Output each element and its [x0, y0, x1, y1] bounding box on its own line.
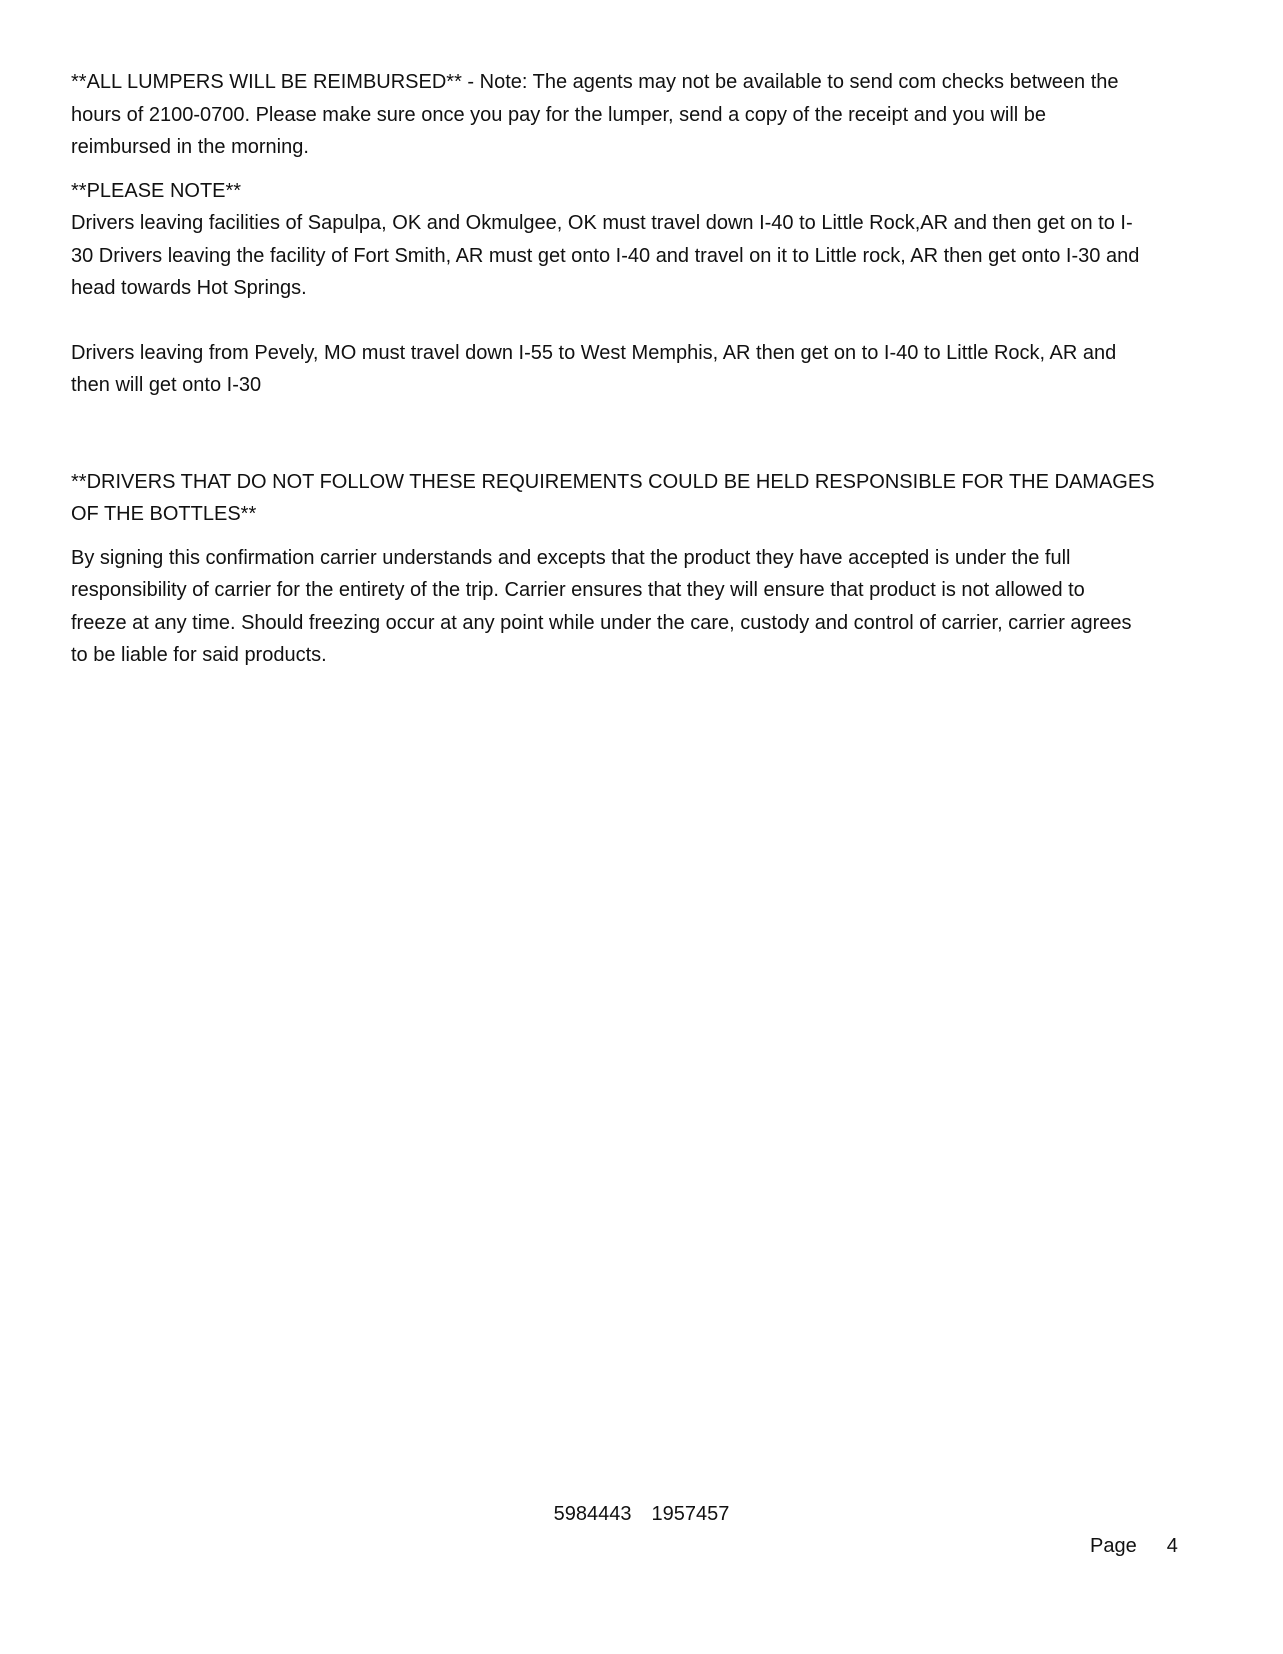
route-instructions-pevely: Drivers leaving from Pevely, MO must travel down I-55 to West Memphis, AR then get on to I-40 to Little Rock, AR and then will get onto I-30 [71, 341, 1117, 396]
footer-reference-ids [0, 1502, 1283, 1526]
page-number: 4 [1166, 1535, 1178, 1557]
please-note-heading: **PLEASE NOTE** [71, 179, 242, 202]
lumpers-reimbursement-note: **ALL LUMPERS WILL BE REIMBURSED** - Note: The agents may not be available to send com checks between the hours of 2100-0700. Please make sure once you pay for the lumper, send a copy of the receipt and you will be reimbursed in the morning. [71, 71, 1119, 158]
route-instructions-sapulpa-fort-smith: Drivers leaving facilities of Sapulpa, OK and Okmulgee, OK must travel down I-40 to Little Rock,AR and then get on to I- 30 Drivers leaving the facility of Fort Smith, AR must get onto I-40 and travel on it to Little rock, AR then get onto I-30 and head towards Hot Springs. [71, 212, 1140, 299]
page-label: Page [1090, 1535, 1137, 1557]
footer-id-2: 1957457 [651, 1503, 730, 1525]
document-body [71, 66, 1201, 672]
compliance-warning: **DRIVERS THAT DO NOT FOLLOW THESE REQUIREMENTS COULD BE HELD RESPONSIBLE FOR THE DAMAGES OF THE BOTTLES** [71, 470, 1155, 525]
footer-id-1: 5984443 [553, 1503, 632, 1525]
page-number-indicator [1090, 1534, 1178, 1558]
carrier-liability-statement: By signing this confirmation carrier understands and excepts that the product they have accepted is under the full responsibility of carrier for the entirety of the trip. Carrier ensures that they will ensure that product is not allowed to freeze at any time. Should freezing occur at any point while under the care, custody and control of carrier, carrier agrees to be liable for said products. [71, 546, 1132, 666]
